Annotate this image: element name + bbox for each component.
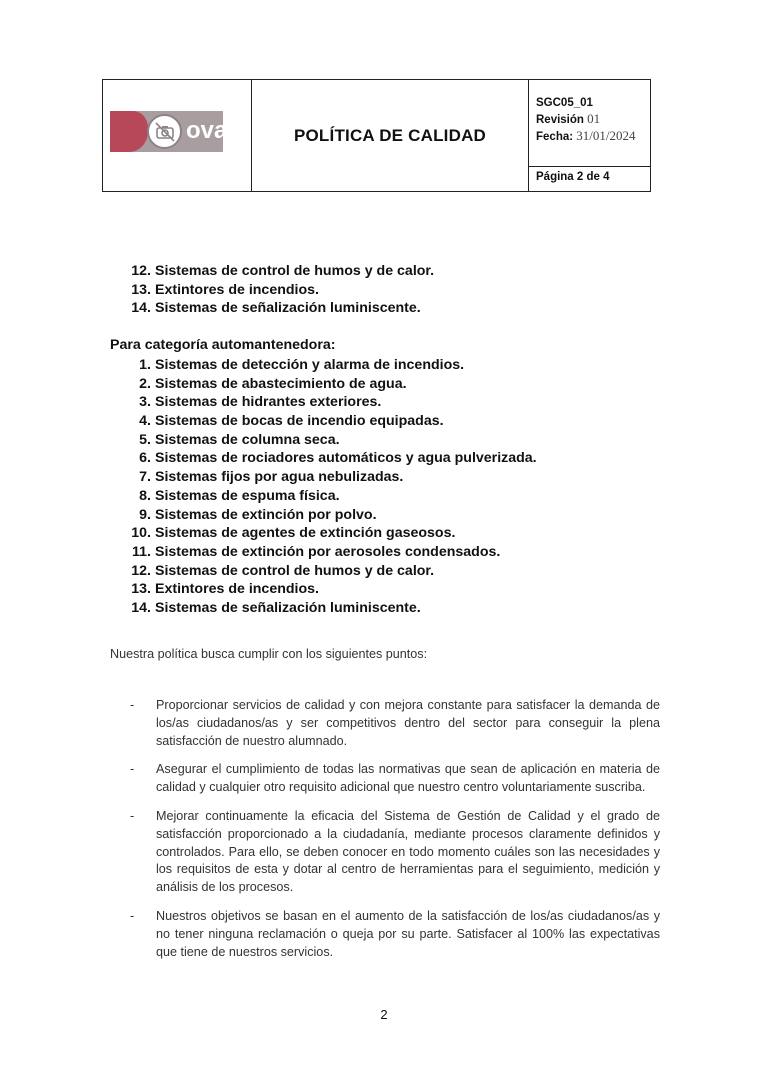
list-item-number: 13. bbox=[131, 281, 151, 298]
list-item bbox=[110, 393, 537, 412]
list-item bbox=[110, 580, 537, 599]
list-item-number: 10. bbox=[131, 525, 151, 542]
page-label: Página 2 de 4 bbox=[536, 171, 610, 183]
list-item-text: Sistemas de señalización luminiscente. bbox=[155, 300, 421, 317]
list-item-text: Sistemas de rociadores automáticos y agua pulverizada. bbox=[155, 450, 537, 467]
list-item-number: 11. bbox=[132, 543, 151, 560]
logo-image bbox=[110, 111, 228, 152]
list-item-number: 14. bbox=[131, 599, 151, 616]
policy-point-text: Proporcionar servicios de calidad y con mejora constante para satisfacer la demanda de los/as ciudadanos/as y ser competitivos dentro del sector para conseguir la plena satisfacción de nuestro alumnado. bbox=[156, 698, 660, 748]
list-item bbox=[110, 599, 537, 618]
policy-point-text: Nuestros objetivos se basan en el aumento de la satisfacción de los/as ciudadanos/as y no tener ninguna reclamación o queja por su parte. Satisfacer al 100% las expectativas que tiene de nuestros servicios. bbox=[156, 908, 660, 959]
continued-list bbox=[110, 262, 434, 318]
policy-point-text: Asegurar el cumplimiento de todas las normativas que sean de aplicación en materia de calidad y cualquier otro requisito adicional que nuestro centro voluntariamente suscriba. bbox=[156, 762, 660, 795]
bullet-dash: - bbox=[130, 762, 135, 777]
revision-line bbox=[536, 111, 650, 128]
category-heading: Para categoría automantenedora: bbox=[110, 337, 336, 353]
list-item-number: 7. bbox=[139, 469, 151, 486]
list-item bbox=[110, 506, 537, 525]
meta-cell bbox=[529, 80, 650, 167]
list-item bbox=[110, 375, 537, 394]
list-item-text: Sistemas fijos por agua nebulizadas. bbox=[155, 469, 404, 486]
list-item bbox=[110, 262, 434, 281]
list-item bbox=[110, 412, 537, 431]
list-item bbox=[110, 562, 537, 581]
list-item-number: 9. bbox=[139, 506, 151, 523]
list-item bbox=[110, 524, 537, 543]
list-item-text: Sistemas de espuma física. bbox=[155, 487, 340, 504]
date-label: Fecha: bbox=[536, 131, 574, 143]
list-item bbox=[110, 487, 537, 506]
policy-point bbox=[110, 697, 660, 750]
page-number: 2 bbox=[380, 1007, 388, 1022]
list-item bbox=[110, 299, 434, 318]
logo-mark bbox=[110, 111, 148, 152]
list-item-text: Extintores de incendios. bbox=[155, 281, 319, 298]
list-item-text: Sistemas de hidrantes exteriores. bbox=[155, 394, 382, 411]
revision-value: 01 bbox=[587, 111, 601, 126]
list-item-number: 6. bbox=[139, 450, 151, 467]
bullet-dash: - bbox=[130, 908, 135, 923]
list-item-number: 5. bbox=[139, 431, 151, 448]
list-item bbox=[110, 449, 537, 468]
document-header-table bbox=[102, 79, 651, 192]
policy-point bbox=[110, 908, 660, 961]
list-item-number: 2. bbox=[139, 375, 151, 392]
category-list bbox=[110, 356, 537, 618]
page-cell bbox=[529, 167, 650, 191]
title-cell bbox=[252, 80, 529, 191]
bullet-dash: - bbox=[130, 698, 135, 712]
list-item-text: Sistemas de bocas de incendio equipadas. bbox=[155, 413, 444, 430]
list-item-text: Sistemas de señalización luminiscente. bbox=[155, 599, 421, 616]
list-item-number: 12. bbox=[131, 263, 151, 279]
list-item-text: Sistemas de agentes de extinción gaseosos. bbox=[155, 525, 456, 542]
list-item-text: Sistemas de extinción por aerosoles condensados. bbox=[155, 543, 501, 560]
list-item-text: Sistemas de control de humos y de calor. bbox=[155, 562, 435, 579]
revision-label: Revisión bbox=[536, 114, 584, 126]
list-item-number: 8. bbox=[139, 487, 151, 504]
logo-cell bbox=[103, 80, 252, 191]
list-item-number: 14. bbox=[131, 300, 151, 317]
policy-intro: Nuestra política busca cumplir con los siguientes puntos: bbox=[110, 647, 428, 661]
list-item bbox=[110, 356, 537, 375]
list-item bbox=[110, 431, 537, 450]
list-item-text: Sistemas de control de humos y de calor. bbox=[155, 263, 435, 279]
list-item-text: Sistemas de detección y alarma de incendios. bbox=[155, 357, 465, 373]
policy-point-text: Mejorar continuamente la eficacia del Sistema de Gestión de Calidad y el grado de satisfacción proporcionado a la ciudadanía, mediante procesos claramente definidos y controlados. Para ello, se deben conocer en todo momento cuáles son las necesidades y los requisitos de esta y dotar al centro de herramientas para el seguimiento, medición y análisis de los procesos. bbox=[156, 808, 660, 895]
date-line bbox=[536, 128, 650, 145]
policy-point bbox=[110, 808, 660, 897]
list-item-number: 4. bbox=[139, 413, 151, 430]
list-item-number: 1. bbox=[139, 357, 151, 373]
list-item-number: 13. bbox=[131, 581, 151, 598]
list-item bbox=[110, 468, 537, 487]
document-title: POLÍTICA DE CALIDAD bbox=[293, 125, 487, 145]
list-item-number: 12. bbox=[131, 562, 151, 579]
policy-points bbox=[110, 697, 660, 972]
bullet-dash: - bbox=[130, 808, 135, 823]
list-item bbox=[110, 543, 537, 562]
policy-point bbox=[110, 761, 660, 797]
list-item-text: Sistemas de columna seca. bbox=[155, 431, 340, 448]
list-item bbox=[110, 281, 434, 300]
list-item-number: 3. bbox=[139, 394, 151, 411]
date-value: 31/01/2024 bbox=[576, 128, 636, 143]
list-item-text: Sistemas de extinción por polvo. bbox=[155, 506, 377, 523]
list-item-text: Extintores de incendios. bbox=[155, 581, 319, 598]
document-code-line bbox=[536, 96, 650, 111]
logo-text: ova bbox=[186, 117, 228, 144]
list-item-text: Sistemas de abastecimiento de agua. bbox=[155, 375, 407, 392]
document-code: SGC05_01 bbox=[536, 97, 593, 109]
no-photo-icon bbox=[147, 114, 182, 149]
